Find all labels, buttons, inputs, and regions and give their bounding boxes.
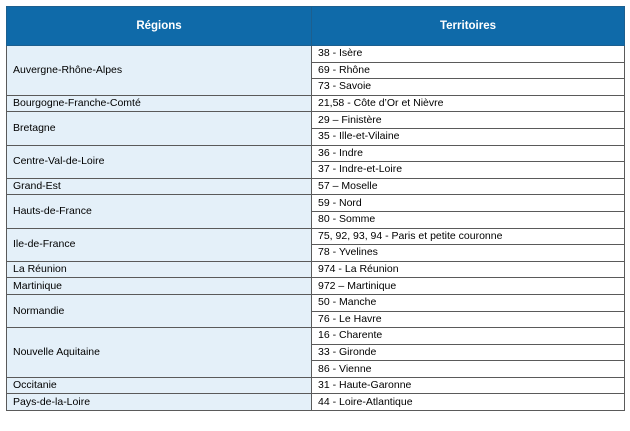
region-cell: Centre-Val-de-Loire <box>7 145 312 178</box>
territoire-cell: 76 - Le Havre <box>312 311 625 328</box>
table-row <box>7 294 625 311</box>
region-cell: Martinique <box>7 278 312 295</box>
territoire-cell: 21,58 - Côte d’Or et Nièvre <box>312 95 625 112</box>
territoire-cell: 59 - Nord <box>312 195 625 212</box>
table-row <box>7 394 625 411</box>
territoire-cell: 86 - Vienne <box>312 361 625 378</box>
region-cell: Bretagne <box>7 112 312 145</box>
territoire-cell: 35 - Ille-et-Vilaine <box>312 128 625 145</box>
territoire-cell: 974 - La Réunion <box>312 261 625 278</box>
region-cell: Bourgogne-Franche-Comté <box>7 95 312 112</box>
territoire-cell: 80 - Somme <box>312 211 625 228</box>
territoire-cell: 29 – Finistère <box>312 112 625 129</box>
territoire-cell: 31 - Haute-Garonne <box>312 377 625 394</box>
table-row <box>7 261 625 278</box>
region-cell: Auvergne-Rhône-Alpes <box>7 46 312 96</box>
header-territoires: Territoires <box>312 7 625 46</box>
table-row <box>7 278 625 295</box>
region-cell: Nouvelle Aquitaine <box>7 328 312 378</box>
table-row <box>7 328 625 345</box>
table-row <box>7 195 625 212</box>
table-row <box>7 145 625 162</box>
territoire-cell: 57 – Moselle <box>312 178 625 195</box>
regions-table-container <box>6 6 625 411</box>
territoire-cell: 75, 92, 93, 94 - Paris et petite couronne <box>312 228 625 245</box>
territoire-cell: 50 - Manche <box>312 294 625 311</box>
territoire-cell: 37 - Indre-et-Loire <box>312 162 625 179</box>
territoire-cell: 78 - Yvelines <box>312 245 625 262</box>
region-cell: Occitanie <box>7 377 312 394</box>
table-body <box>7 46 625 411</box>
region-cell: Ile-de-France <box>7 228 312 261</box>
region-cell: Pays-de-la-Loire <box>7 394 312 411</box>
territoire-cell: 33 - Gironde <box>312 344 625 361</box>
table-row <box>7 178 625 195</box>
table-row <box>7 112 625 129</box>
territoire-cell: 44 - Loire-Atlantique <box>312 394 625 411</box>
territoire-cell: 972 – Martinique <box>312 278 625 295</box>
region-cell: Grand-Est <box>7 178 312 195</box>
territoire-cell: 38 - Isère <box>312 46 625 63</box>
territoire-cell: 16 - Charente <box>312 328 625 345</box>
region-cell: La Réunion <box>7 261 312 278</box>
region-cell: Hauts-de-France <box>7 195 312 228</box>
territoire-cell: 36 - Indre <box>312 145 625 162</box>
table-row <box>7 377 625 394</box>
table-row <box>7 228 625 245</box>
region-cell: Normandie <box>7 294 312 327</box>
territoire-cell: 69 - Rhône <box>312 62 625 79</box>
regions-table <box>6 6 625 411</box>
territoire-cell: 73 - Savoie <box>312 79 625 96</box>
table-row <box>7 95 625 112</box>
header-regions: Régions <box>7 7 312 46</box>
table-header-row <box>7 7 625 46</box>
table-row <box>7 46 625 63</box>
